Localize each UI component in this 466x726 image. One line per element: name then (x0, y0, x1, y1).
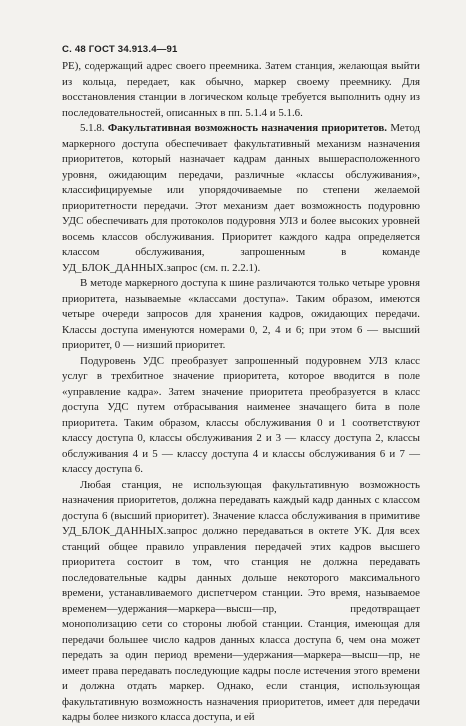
section-heading: Факультативная возможность назначения приоритетов. (107, 122, 387, 134)
paragraph-priority-mapping: Подуровень УДС преобразует запрошенный подуровнем УЛЗ класс услуг в трехбитное значение приоритета, которое вводится в поле «управление кадра». Затем значение приоритета преобразуется в класс доступа УДС путем отбрасывания наименее значащего бита в поле приоритета. Таким образом, классы обслуживания 0 и 1 соответствуют классу доступа 0, классы обслуживания 2 и 3 — классу доступа 2, классы обслуживания 4 и 5 — классу доступа 4 и классы обслуживания 6 и 7 — классу доступа 6. (62, 354, 420, 475)
body-text (62, 59, 420, 726)
page-header: С. 48 ГОСТ 34.913.4—91 (62, 44, 178, 55)
paragraph-access-classes: В методе маркерного доступа к шине различаются только четыре уровня приоритета, называемые «классами доступа». Таким образом, имеются четыре очереди запросов для хранения кадров, ожидающих передачи. Классы доступа именуются номерами 0, 2, 4 и 6; при этом 6 — высший приоритет, 0 — низший приоритет. (62, 277, 420, 351)
paragraph-token-hold-time: Любая станция, не использующая факультативную возможность назначения приоритетов, должна передавать каждый кадр данных с классом доступа 6 (высший приоритет). Значение класса обслуживания в примитиве УД_БЛОК_ДАННЫХ.запрос должно передаваться в октете УК. Для всех станций общее правило управления передачей этих кадров высшего приоритета состоит в том, что станция не должна передавать последовательные кадры данных дольше некоторого максимального времени, устанавливаемого диспетчером станции. Это время, называемое временем—удержания—маркера—высш—пр, предотвращает монополизацию сети со стороны любой станции. Станция, имеющая для передачи большее число кадров данных класса доступа 6, чем она может передать за один период времени—удержания—маркера—высш—пр, не имеет права передавать последующие кадры после истечения этого времени и должна отдать маркер. Однако, если станция, использующая факультативную возможность назначения приоритетов, имеет для передачи кадры более низкого класса доступа, и ей (62, 478, 420, 723)
section-5-1-8 (62, 121, 420, 276)
paragraph-continuation: РЕ), содержащий адрес своего преемника. Затем станция, желающая выйти из кольца, передает, как обычно, маркер своему преемнику. Для восстановления станции в логическом кольце требуется выполнить одну из последовательностей, описанных в пп. 5.1.4 и 5.1.6. (62, 60, 420, 119)
section-number: 5.1.8. (80, 122, 105, 134)
section-text: Метод маркерного доступа обеспечивает факультативный механизм назначения приоритетов, который назначает кадрам данных вышерасположенного уровня, ожидающим передачи, различные «классы обслуживания», классифицируемые или упорядочиваемые по степени желаемой приоритетности передачи. Этот механизм дает возможность подуровню УДС обеспечивать для протоколов подуровня УЛЗ и более высоких уровней восемь классов обслуживания. Приоритет каждого кадра определяется классом обслуживания, запрошенным в команде УД_БЛОК_ДАННЫХ.запрос (см. п. 2.2.1). (62, 122, 421, 274)
